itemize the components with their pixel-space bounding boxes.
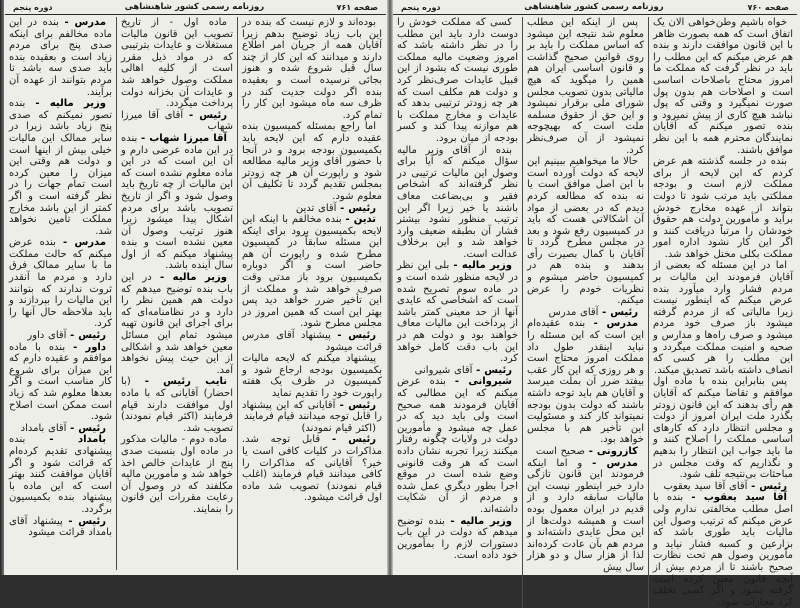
- paragraph-text: پس بنابراین بنده با ماده اول موافقم و تقاضا میکنم که آقایان هم رأی بدهند که این قانون زودتر بگذرد ملت ایران امروز از دولت و مجلس انتظار دارد که کارهای اساسی مملکت را اصلاح کنند و ما باید جواب این انتظار را بدهیم و نگذاریم که وقت مجلس در مباحثات بی‌نتیجه تلف شود.: [653, 376, 793, 481]
- text-column: [522, 17, 648, 608]
- speaker-name: رئیس -: [188, 109, 227, 121]
- page-761: [5, 0, 386, 575]
- speaker-name: نایب رئیس -: [144, 376, 227, 388]
- paragraph-text: بنده از آقای وزیر مالیه سؤال میکنم که آیا برای وصول این مالیات ترتیبی در نظر گرفته‌اند که اشخاص فقیر و بی‌بضاعت معاف باشند یا خیر زیرا اگر این ترتیب منظور نشود بیشتر فشار آن بطبقه ضعیف وارد خواهد شد و این برخلاف عدالت است.: [397, 144, 518, 260]
- paragraph-text: آقای داور: [27, 330, 67, 342]
- paragraph-text: آقای آقا سید یعقوب: [663, 480, 748, 492]
- text-column: [237, 17, 386, 570]
- speaker-name: رئیس -: [70, 330, 106, 342]
- paragraph: [121, 376, 233, 434]
- page-gutter: [387, 0, 393, 575]
- paragraph: [242, 353, 382, 399]
- paragraph-text: بنده در این ماده مخالفم برای اینکه صدی پنج برای مردم زیاد است و بعقیده بنده باید صدی سه باشد تا مردم بتوانند از عهده آن برآیند.: [9, 17, 112, 98]
- speaker-name: رئیس -: [70, 422, 106, 434]
- paragraph-text: بنده با ماده موافقم و عقیده دارم که این میزان برای شروع کار مناسب است و اگر بعدها معلوم شد که زیاد است ممکن است اصلاح شود.: [9, 341, 112, 423]
- paragraph: [242, 214, 382, 330]
- paragraph: [242, 330, 382, 353]
- paragraph: [9, 237, 112, 330]
- paragraph: [653, 156, 793, 260]
- speaker-name: رئیس -: [339, 399, 376, 411]
- speaker-name: مدرس -: [64, 17, 107, 28]
- speaker-name: بامداد -: [49, 434, 106, 446]
- newspaper-title: روزنامه رسمی کشور شاهنشاهی: [124, 2, 265, 12]
- paragraph-text: پس از اینکه این مطلب معلوم شد نتیجه این میشود که اساس مملکت را باید بر روی قوانین صحیح گذاشت و قانون اساسی ایران هم همین را میگوید که هیچ مالیاتی بدون تصویب مجلس شورای ملی برقرار نمیشود و این حق از حقوق مسلمه ملت است که بهیچوجه نمیشود از آن صرف‌نظر کرد.: [527, 17, 644, 156]
- paragraph-text: و اما اینکه فرمودند این قانون تازگی دارد خیر اینطور نیست این مالیات سابقه دارد و از قدیم در ایران معمول بوده است و همیشه دولت‌ها از این محل عایدی داشته‌اند و مردم هم بآن عادت کرده‌اند لذا از هزار سال و دو هزار سال پیش: [527, 457, 644, 573]
- paragraph: [121, 434, 233, 515]
- speaker-name: آقا میرزا شهاب -: [141, 132, 227, 144]
- column-group: [5, 17, 386, 570]
- speaker-name: وزیر مالیه -: [453, 260, 512, 272]
- paragraph: [653, 492, 793, 608]
- paragraph: [397, 376, 518, 515]
- page-760: [393, 0, 797, 608]
- paragraph: [397, 145, 518, 261]
- paragraph: [527, 307, 644, 319]
- speaker-name: مدرس -: [62, 237, 107, 249]
- paragraph-text: آقایانی که این پیشنهاد را قابل توجه میدانند قیام فرمایند: [242, 399, 382, 423]
- paragraph: [9, 434, 112, 515]
- paragraph: [653, 376, 793, 480]
- paragraph-text: (اکثر قیام نمودند): [301, 422, 376, 434]
- paragraph: [397, 17, 518, 145]
- paragraph: [242, 434, 382, 504]
- paragraph: [9, 516, 112, 539]
- speaker-name: وزیر مالیه -: [35, 98, 106, 110]
- paragraph-text: بنده مخالفم با اینکه این لایحه بکمیسیون برود برای اینکه این مسئله سابقاً در کمیسیون مطرح شده و راپورت آن هم حاضر است و اگر دوباره بکمیسیون برود باز مدتی وقت صرف خواهد شد و مملکت از این تأخیر ضرر خواهد دید پس بهتر این است که همین امروز در مجلس مطرح شود.: [242, 214, 382, 330]
- paragraph-text: آقای بامداد: [20, 422, 67, 434]
- paragraph-text: بوده‌اند و لازم نیست که بنده در این باب زیاد توضیح بدهم زیرا آقایان همه از جریان امر اطلاع دارند و میدانند که این کار از چند سال قبل شروع شده و هنوز بجائی نرسیده است و بعقیده بنده اگر دولت جدیت کند در ظرف سه ماه میشود این کار را تمام کرد.: [242, 17, 382, 121]
- paragraph-text: قابل توجه شد. مذاکرات در کلیات کافی است یا خیر؟ آقایانی که مذاکرات را کافی میدانند قیام فرمایند (اغلب قیام نمودند) تصویب شد ماده اول قرائت میشود.: [242, 434, 382, 504]
- paragraph: [242, 400, 382, 423]
- paragraph-text: بنده تصور نمیکنم که صدی پنج زیاد باشد زیرا در سایر ممالک این مالیات خیلی بیش از اینها است و دولت هم وقتی این میزان را معین کرده است تمام جهات را در نظر گرفته است و اگر کمتر از این باشد مخارج مملکت تأمین نخواهد شد.: [9, 98, 112, 237]
- paragraph: [121, 110, 233, 133]
- speaker-name: رئیس -: [751, 480, 787, 492]
- text-column: [5, 17, 116, 570]
- column-group: [393, 17, 797, 608]
- period-label: دوره پنجم: [13, 3, 53, 12]
- speaker-name: مدرس -: [592, 457, 638, 469]
- period-label: دوره پنجم: [401, 3, 441, 12]
- paragraph-text: بنده عقیده‌ام این است که این مسئله را نباید اینقدر طول داد مملکت امروز محتاج است و هر روزی که این کار عقب بیفتد ضرر آن بملت میرسد و آقایان هم باید توجه داشته باشند که دولت بدون بودجه نمیتواند کار کند و مسئولیت این تأخیر هم با مجلس خواهد بود.: [527, 318, 644, 446]
- paragraph: [242, 423, 382, 435]
- paragraph-text: در این باب بنده توضیح میدهم که دولت هم همین نظر را دارد و در نظامنامه‌ای که برای اجرای این قانون تهیه میشود تمام این مسائل معین خواهد شد و اشکالی از این حیث پیش نخواهد آمد.: [121, 272, 233, 376]
- paragraph-text: (با احضار) آقایانی که با ماده اول موافقت دارند قیام فرمایند (اکثر قیام نمودند) تصویب شد.: [121, 376, 233, 434]
- paragraph-text: بلی این نظر در لایحه منظور شده است و در ماده سوم تصریح شده است که اشخاصی که عایدی آنها از حد معینی کمتر باشد از پرداخت این مالیات معاف خواهند بود و دولت هم در این باب دقت کامل خواهد کرد.: [397, 260, 518, 365]
- paragraph-text: ماده دوم - مالیات مذکور در ماده اول بنسبت صدی پنج از عایدات خالص اخذ خواهد شد و مأمورین مالیه مکلفند که در وصول آن رعایت مقررات این قانون را بنمایند.: [121, 434, 233, 515]
- paragraph: [121, 272, 233, 376]
- paragraph: [242, 121, 382, 202]
- text-column: [393, 17, 522, 608]
- speaker-name: رئیس -: [68, 515, 106, 527]
- paragraph: [9, 342, 112, 423]
- paragraph-text: اما راجع بمسئله کمیسیون بنده عقیده دارم که این لایحه باید بکمیسیون بودجه برود و در آنجا با حضور آقای وزیر مالیه مطالعه شود و راپورت آن هر چه زودتر بمجلس تقدیم گردد تا تکلیف آن معلوم شود.: [242, 121, 382, 202]
- paragraph: [242, 17, 382, 121]
- paragraph-text: پیشنهاد آقای بامداد قرائت میشود: [9, 515, 112, 539]
- paragraph: [9, 423, 112, 435]
- speaker-name: رئیس -: [331, 434, 376, 446]
- page-header: [5, 1, 386, 15]
- paragraph: [242, 203, 382, 215]
- paragraph-text: حالا ما میخواهیم ببینیم این لایحه که دولت آورده است با این اصل موافق است یا نه بنده که مطالعه کردم دیدم که در بعضی از مواد آن اشکالاتی هست که باید در کمیسیون رفع شود و بعد در مجلس مطرح گردد تا آقایان با کمال بصیرت رأی بدهند و بنده هم در کمیسیون حاضر میشوم و نظریات خودم را عرض میکنم.: [527, 156, 644, 307]
- newspaper-title: روزنامه رسمی کشور شاهنشاهی: [524, 2, 664, 12]
- text-column: [116, 17, 237, 570]
- paragraph-text: بنده عرض میکنم که این مطالبی که آقایان فرمودند همه صحیح است ولی باید دید که در عمل چه میشود و مأمورین دولت در ولایات چگونه رفتار میکنند زیرا تجربه نشان داده است که هر وقت قانونی وضع شده است در موقع اجرا بطور دیگری عمل شده و مردم از آن شکایت داشته‌اند.: [397, 376, 518, 515]
- paragraph-text: صحیح است: [535, 445, 585, 457]
- text-column: [648, 17, 797, 608]
- paragraph: [653, 260, 793, 376]
- paragraph: [9, 17, 112, 98]
- paragraph: [121, 133, 233, 272]
- speaker-name: مدرس -: [593, 318, 639, 330]
- paragraph-text: بنده توضیح میدهم که دولت در این باب دستورات لازم را بمأمورین خود داده است.: [397, 515, 518, 562]
- paragraph: [653, 481, 793, 493]
- paragraph: [527, 458, 644, 574]
- paragraph-text: بنده پیشنهادی تقدیم کرده‌ام که قرائت شود و اگر آقایان موافقت کنند بهتر است که این ماده با پیشنهاد بنده بکمیسیون برگردد.: [9, 434, 112, 515]
- scan-edge: [0, 0, 4, 575]
- paragraph: [527, 156, 644, 307]
- page-number: صفحه ۷۶۱: [336, 3, 378, 12]
- page-header: [393, 1, 797, 15]
- paragraph: [397, 516, 518, 562]
- speaker-name: رئیس -: [337, 330, 376, 342]
- paragraph: [121, 17, 233, 110]
- paragraph-text: آقای تدین: [295, 202, 337, 214]
- paragraph-text: بنده با اصل مطلب مخالفتی ندارم ولی عرض میکنم که ترتیب وصول این مالیات باید طوری باشد که بزارعین و کسبه فشار نیاید و مأمورین وصول هم تحت نظارت صحیح باشند تا از مردم بیش از آنچه قانون معین کرده است گرفته نشود و اگر کسی تخلف کرد مجازات شود.: [653, 492, 793, 608]
- paragraph-text: بنده در جلسه گذشته هم عرض کردم که این لایحه از برای مملکت لازم است و بودجه مملکتی باید مرتب شود تا دولت بتواند از عهده مخارج خودش برآید و مأمورین دولت هم حقوق خودشان را مرتباً دریافت کنند و اگر این کار نشود اداره امور مملکت بکلی مختل خواهد شد.: [653, 156, 793, 260]
- speaker-name: شیروانی -: [454, 376, 512, 388]
- speaker-name: رئیس -: [602, 306, 638, 318]
- paragraph-text: آقای مدرس: [548, 306, 599, 318]
- paragraph-text: بنده در این ماده عرضی دارم و آن این است که در این ماده معلوم نشده است که این مالیات از چه تاریخ باید وصول شود و اگر از تاریخ تصویب باشد برای مردم اشکال پیدا میشود زیرا هنوز ترتیب وصول آن معین نشده است و بنده پیشنهاد میکنم که از اول سال آینده باشد.: [121, 132, 233, 272]
- paragraph-text: پیشنهاد آقای مدرس قرائت میشود: [242, 330, 382, 353]
- paragraph: [653, 17, 793, 156]
- paragraph: [527, 446, 644, 458]
- paragraph: [397, 365, 518, 377]
- paragraph: [527, 318, 644, 446]
- paragraph: [527, 17, 644, 156]
- speaker-name: تدین -: [345, 214, 376, 226]
- speaker-name: آقا سید یعقوب -: [691, 492, 787, 504]
- paragraph: [397, 260, 518, 364]
- paragraph: [9, 330, 112, 342]
- paragraph-text: پیشنهاد میکنم که لایحه مالیات بکمیسیون بودجه ارجاع شود و کمیسیون در ظرف یک هفته راپورت خود را تقدیم نماید: [242, 353, 382, 399]
- page-number: صفحه ۷۶۰: [747, 3, 789, 12]
- speaker-name: وزیر مالیه -: [159, 272, 227, 284]
- paragraph-text: آقای شیروانی: [414, 364, 473, 376]
- speaker-name: کازرونی -: [588, 445, 638, 457]
- paragraph-text: کسی که مملکت خودش را دوست دارد باید این مطلب را در نظر داشته باشد که امروز وضعیت مالیه مملکت طوری نیست که بشود از این قبیل عایدات صرف‌نظر کرد و دولت هم مکلف است که هر چه زودتر ترتیبی بدهد که عایدات و مخارج مملکت با هم موازنه پیدا کند و کسر بودجه از میان برود.: [397, 17, 518, 144]
- paragraph-text: خواه باشیم وطن‌خواهی الان یک اتفاق است که همه بصورت ظاهر با این قانون موافقت دارند و بنده هم عرض میکنم که این مطلب را باید در نظر گرفت که مملکت ما امروز محتاج باصلاحات اساسی است و اصلاحات هم بدون پول صورت نمیگیرد و وقتی که پول نباشد هیچ کاری از پیش نمیرود و بنده تصور میکنم که آقایان نمایندگان محترم همه با این نظر موافق باشند.: [653, 17, 793, 156]
- paragraph-text: بنده عرض میکنم که حالت مملکت ما با سایر ممالک فرق دارد و مردم ما آنقدر ثروت ندارند که بتوانند این مالیات را بپردازند و باید ملاحظه حال آنها را کرد.: [9, 237, 112, 330]
- paragraph-text: اما در این مسئله که بعضی از آقایان فرمودند این مالیات بر مردم فشار وارد میآورد بنده عرض میکنم که اینطور نیست زیرا مالیاتی که از مردم گرفته میشود باز صرف خود مردم میشود و صرف راه‌ها و مدارس و صحیه و امنیت مملکت میگردد و این مطلب را هر کسی که انصاف داشته باشد تصدیق میکند.: [653, 260, 793, 376]
- paragraph: [9, 98, 112, 237]
- speaker-name: داور -: [73, 341, 106, 353]
- speaker-name: وزیر مالیه -: [450, 515, 512, 527]
- speaker-name: رئیس -: [340, 202, 376, 214]
- speaker-name: رئیس -: [476, 364, 512, 376]
- paragraph-text: ماده اول - از تاریخ تصویب این قانون مالیات مستغلات و عایدات بترتیبی که در مواد ذیل مقرر است از کلیه اهالی مملکت وصول خواهد شد و عایدات آن بخزانه دولت پرداخت میگردد.: [121, 17, 233, 110]
- paragraph-text: آقای آقا میرزا شهاب: [121, 109, 233, 133]
